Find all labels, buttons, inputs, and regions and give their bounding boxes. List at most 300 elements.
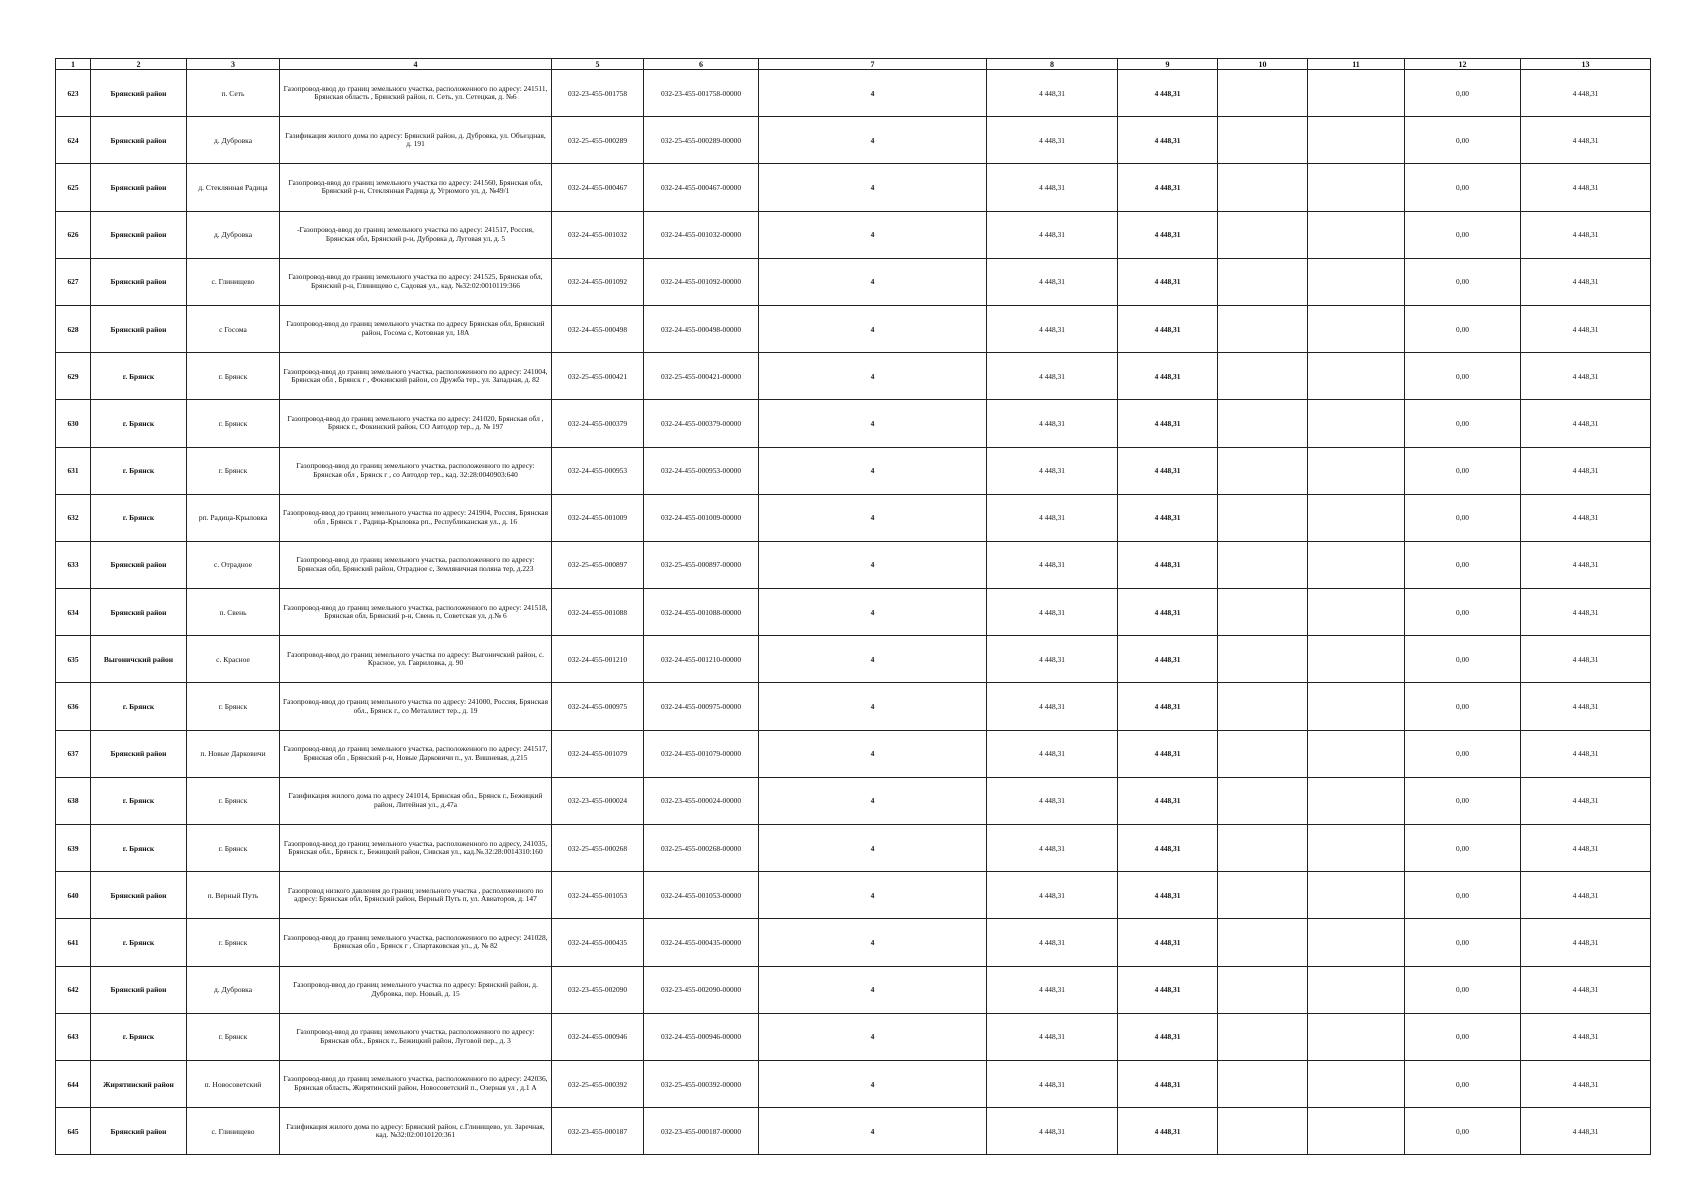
col8-cell: 4 448,31 [987,164,1118,211]
col7-cell: 4 [759,305,987,352]
place-cell: д. Дубровка [187,211,280,258]
place-cell: г. Брянск [187,1013,280,1060]
table-row [56,589,1651,636]
address-cell: Газопровод-ввод до границ земельного участка по адресу: 241000, Россия, Брянская обл., Брянск г., со Металлист тер., д. 19 [280,683,552,730]
col12-cell: 0,00 [1405,730,1521,777]
col7-cell: 4 [759,1013,987,1060]
col10-cell [1218,305,1308,352]
row-number: 630 [56,400,91,447]
col10-cell [1218,353,1308,400]
register-table [55,58,1651,1155]
col8-cell: 4 448,31 [987,919,1118,966]
col13-cell: 4 448,31 [1521,683,1651,730]
full-code-cell: 032-24-455-000946-00000 [644,1013,759,1060]
district-cell: Жирятинский район [91,1060,187,1107]
table-row [56,730,1651,777]
col12-cell: 0,00 [1405,353,1521,400]
code-cell: 032-24-455-001053 [552,872,644,919]
col12-cell: 0,00 [1405,305,1521,352]
col13-cell: 4 448,31 [1521,589,1651,636]
full-code-cell: 032-24-455-001009-00000 [644,494,759,541]
place-cell: г. Брянск [187,825,280,872]
district-cell: Выгоничский район [91,636,187,683]
col9-cell: 4 448,31 [1118,730,1218,777]
table-row [56,353,1651,400]
col10-cell [1218,1108,1308,1155]
full-code-cell: 032-25-455-000421-00000 [644,353,759,400]
col10-cell [1218,872,1308,919]
full-code-cell: 032-24-455-000467-00000 [644,164,759,211]
full-code-cell: 032-24-455-001088-00000 [644,589,759,636]
column-header-10: 10 [1218,59,1308,70]
col8-cell: 4 448,31 [987,447,1118,494]
district-cell: г. Брянск [91,447,187,494]
address-cell: Газопровод низкого давления до границ земельного участка , расположенного по адресу: Брянская обл, Брянский район, Верный Путь п, ул. Авиаторов, д. 147 [280,872,552,919]
col9-cell: 4 448,31 [1118,541,1218,588]
col10-cell [1218,164,1308,211]
table-row [56,919,1651,966]
district-cell: г. Брянск [91,919,187,966]
col10-cell [1218,966,1308,1013]
col11-cell [1308,872,1405,919]
place-cell: п. Свень [187,589,280,636]
col7-cell: 4 [759,494,987,541]
col8-cell: 4 448,31 [987,589,1118,636]
table-row [56,1108,1651,1155]
col13-cell: 4 448,31 [1521,1108,1651,1155]
col12-cell: 0,00 [1405,541,1521,588]
table-row [56,541,1651,588]
col12-cell: 0,00 [1405,258,1521,305]
col7-cell: 4 [759,730,987,777]
col12-cell: 0,00 [1405,683,1521,730]
code-cell: 032-23-455-002090 [552,966,644,1013]
col10-cell [1218,730,1308,777]
code-cell: 032-25-455-000268 [552,825,644,872]
col9-cell: 4 448,31 [1118,1013,1218,1060]
district-cell: Брянский район [91,164,187,211]
col9-cell: 4 448,31 [1118,589,1218,636]
district-cell: г. Брянск [91,777,187,824]
column-header-9: 9 [1118,59,1218,70]
table-row [56,305,1651,352]
col10-cell [1218,400,1308,447]
col8-cell: 4 448,31 [987,777,1118,824]
col11-cell [1308,211,1405,258]
full-code-cell: 032-24-455-001092-00000 [644,258,759,305]
district-cell: г. Брянск [91,494,187,541]
full-code-cell: 032-24-455-000975-00000 [644,683,759,730]
col11-cell [1308,919,1405,966]
col11-cell [1308,541,1405,588]
district-cell: Брянский район [91,211,187,258]
district-cell: Брянский район [91,966,187,1013]
col12-cell: 0,00 [1405,211,1521,258]
col9-cell: 4 448,31 [1118,966,1218,1013]
code-cell: 032-23-455-000024 [552,777,644,824]
place-cell: г. Брянск [187,683,280,730]
col11-cell [1308,494,1405,541]
place-cell: г. Брянск [187,447,280,494]
code-cell: 032-24-455-001079 [552,730,644,777]
col7-cell: 4 [759,117,987,164]
col7-cell: 4 [759,966,987,1013]
col8-cell: 4 448,31 [987,1060,1118,1107]
address-cell: Газопровод-ввод до границ земельного участка, расположенного по адресу: 241028, Брянская обл , Брянск г , Спартаковская ул., д. № 82 [280,919,552,966]
place-cell: г. Брянск [187,353,280,400]
address-cell: Газопровод-ввод до границ земельного участка по адресу Брянская обл, Брянский район, Госома с, Котовная ул, 18А [280,305,552,352]
col12-cell: 0,00 [1405,117,1521,164]
place-cell: с. Отрадное [187,541,280,588]
col12-cell: 0,00 [1405,1060,1521,1107]
column-header-3: 3 [187,59,280,70]
col12-cell: 0,00 [1405,589,1521,636]
full-code-cell: 032-24-455-001032-00000 [644,211,759,258]
row-number: 626 [56,211,91,258]
row-number: 645 [56,1108,91,1155]
place-cell: д. Дубровка [187,117,280,164]
col11-cell [1308,777,1405,824]
table-row [56,1060,1651,1107]
address-cell: Газификация жилого дома по адресу 241014, Брянская обл., Брянск г., Бежицкий район, Литейная ул., д.47а [280,777,552,824]
col9-cell: 4 448,31 [1118,258,1218,305]
row-number: 636 [56,683,91,730]
col13-cell: 4 448,31 [1521,164,1651,211]
code-cell: 032-24-455-001032 [552,211,644,258]
full-code-cell: 032-25-455-000392-00000 [644,1060,759,1107]
col10-cell [1218,117,1308,164]
col10-cell [1218,1013,1308,1060]
col7-cell: 4 [759,211,987,258]
column-header-1: 1 [56,59,91,70]
full-code-cell: 032-25-455-000289-00000 [644,117,759,164]
col9-cell: 4 448,31 [1118,683,1218,730]
full-code-cell: 032-23-455-000187-00000 [644,1108,759,1155]
col8-cell: 4 448,31 [987,70,1118,117]
col12-cell: 0,00 [1405,777,1521,824]
full-code-cell: 032-25-455-000268-00000 [644,825,759,872]
col12-cell: 0,00 [1405,447,1521,494]
column-header-13: 13 [1521,59,1651,70]
col8-cell: 4 448,31 [987,1108,1118,1155]
col12-cell: 0,00 [1405,70,1521,117]
address-cell: Газопровод-ввод до границ земельного участка по адресу: 241904, Россия, Брянская обл , Брянск г , Радица-Крыловка рп., Республиканская ул., д. 16 [280,494,552,541]
col13-cell: 4 448,31 [1521,258,1651,305]
table-header [56,59,1651,70]
full-code-cell: 032-24-455-000435-00000 [644,919,759,966]
col11-cell [1308,1013,1405,1060]
col9-cell: 4 448,31 [1118,1060,1218,1107]
full-code-cell: 032-23-455-000024-00000 [644,777,759,824]
col9-cell: 4 448,31 [1118,353,1218,400]
row-number: 634 [56,589,91,636]
col12-cell: 0,00 [1405,825,1521,872]
col7-cell: 4 [759,1108,987,1155]
col13-cell: 4 448,31 [1521,730,1651,777]
code-cell: 032-24-455-000379 [552,400,644,447]
col13-cell: 4 448,31 [1521,966,1651,1013]
district-cell: г. Брянск [91,400,187,447]
row-number: 642 [56,966,91,1013]
col13-cell: 4 448,31 [1521,117,1651,164]
col7-cell: 4 [759,447,987,494]
address-cell: Газопровод-ввод до границ земельного участка, расположенного по адресу: 241518, Брянская обл, Брянский р-н, Свень п, Советская ул, д.№ 6 [280,589,552,636]
column-header-11: 11 [1308,59,1405,70]
full-code-cell: 032-23-455-002090-00000 [644,966,759,1013]
col12-cell: 0,00 [1405,966,1521,1013]
col7-cell: 4 [759,777,987,824]
col9-cell: 4 448,31 [1118,70,1218,117]
district-cell: Брянский район [91,872,187,919]
col11-cell [1308,1060,1405,1107]
address-cell: Газопровод-ввод до границ земельного участка, расположенного по адресу: Брянская обл, Брянский район, Отрадное с, Земляничная поляна тер, д.223 [280,541,552,588]
col8-cell: 4 448,31 [987,1013,1118,1060]
district-cell: г. Брянск [91,683,187,730]
table-row [56,777,1651,824]
col9-cell: 4 448,31 [1118,777,1218,824]
col12-cell: 0,00 [1405,1013,1521,1060]
col9-cell: 4 448,31 [1118,305,1218,352]
table-row [56,825,1651,872]
full-code-cell: 032-25-455-000897-00000 [644,541,759,588]
col8-cell: 4 448,31 [987,730,1118,777]
column-header-5: 5 [552,59,644,70]
place-cell: г. Брянск [187,400,280,447]
address-cell: Газопровод-ввод до границ земельного участка по адресу: 241020, Брянская обл , Брянск г., Фокинский район, СО Автодор тер., д. № 197 [280,400,552,447]
col7-cell: 4 [759,1060,987,1107]
district-cell: Брянский район [91,70,187,117]
code-cell: 032-23-455-001758 [552,70,644,117]
col11-cell [1308,589,1405,636]
code-cell: 032-24-455-000946 [552,1013,644,1060]
col10-cell [1218,258,1308,305]
place-cell: п. Верный Путь [187,872,280,919]
col13-cell: 4 448,31 [1521,353,1651,400]
col9-cell: 4 448,31 [1118,919,1218,966]
district-cell: Брянский район [91,117,187,164]
col10-cell [1218,919,1308,966]
table-row [56,966,1651,1013]
col8-cell: 4 448,31 [987,258,1118,305]
address-cell: Газопровод-ввод до границ земельного участка по адресу: Выгоничский район, с. Красное, ул. Гавриловка, д. 90 [280,636,552,683]
row-number: 644 [56,1060,91,1107]
row-number: 632 [56,494,91,541]
address-cell: Газопровод-ввод до границ земельного участка, расположенного по адресу: 242036, Брянская область, Жирятинский район, Новосоветский п., Озерная ул , д.1 А [280,1060,552,1107]
col11-cell [1308,447,1405,494]
table-row [56,683,1651,730]
col13-cell: 4 448,31 [1521,494,1651,541]
table-row [56,211,1651,258]
col7-cell: 4 [759,683,987,730]
row-number: 637 [56,730,91,777]
table-row [56,447,1651,494]
col13-cell: 4 448,31 [1521,1060,1651,1107]
row-number: 628 [56,305,91,352]
code-cell: 032-24-455-001088 [552,589,644,636]
col10-cell [1218,447,1308,494]
address-cell: Газификация жилого дома по адресу: Брянский район, с.Глинищево, ул. Заречная, кад. №32:02:0010120:361 [280,1108,552,1155]
table-row [56,117,1651,164]
code-cell: 032-24-455-001009 [552,494,644,541]
col10-cell [1218,211,1308,258]
col12-cell: 0,00 [1405,919,1521,966]
code-cell: 032-24-455-001210 [552,636,644,683]
table-row [56,400,1651,447]
full-code-cell: 032-23-455-001758-00000 [644,70,759,117]
col10-cell [1218,589,1308,636]
table-row [56,636,1651,683]
row-number: 635 [56,636,91,683]
row-number: 627 [56,258,91,305]
place-cell: рп. Радица-Крыловка [187,494,280,541]
full-code-cell: 032-24-455-001053-00000 [644,872,759,919]
table-row [56,258,1651,305]
col13-cell: 4 448,31 [1521,70,1651,117]
col8-cell: 4 448,31 [987,636,1118,683]
row-number: 643 [56,1013,91,1060]
col8-cell: 4 448,31 [987,494,1118,541]
address-cell: Газификация жилого дома по адресу: Брянский район, д. Дубровка, ул. Объездная, д. 191 [280,117,552,164]
place-cell: с. Глинищево [187,258,280,305]
district-cell: Брянский район [91,541,187,588]
col9-cell: 4 448,31 [1118,636,1218,683]
place-cell: п. Сеть [187,70,280,117]
address-cell: Газопровод-ввод до границ земельного участка, расположенного по адресу: Брянская обл , Брянск г , со Автодор тер., кад. 32:28:0040903:640 [280,447,552,494]
code-cell: 032-25-455-000897 [552,541,644,588]
col13-cell: 4 448,31 [1521,872,1651,919]
col10-cell [1218,825,1308,872]
row-number: 631 [56,447,91,494]
col13-cell: 4 448,31 [1521,825,1651,872]
code-cell: 032-23-455-000187 [552,1108,644,1155]
column-header-7: 7 [759,59,987,70]
col7-cell: 4 [759,164,987,211]
register-sheet [55,58,1650,1155]
col9-cell: 4 448,31 [1118,117,1218,164]
col11-cell [1308,353,1405,400]
row-number: 638 [56,777,91,824]
col10-cell [1218,777,1308,824]
code-cell: 032-24-455-000953 [552,447,644,494]
table-row [56,872,1651,919]
col11-cell [1308,636,1405,683]
full-code-cell: 032-24-455-000498-00000 [644,305,759,352]
col9-cell: 4 448,31 [1118,211,1218,258]
code-cell: 032-24-455-001092 [552,258,644,305]
col9-cell: 4 448,31 [1118,447,1218,494]
code-cell: 032-25-455-000392 [552,1060,644,1107]
district-cell: Брянский район [91,258,187,305]
address-cell: Газопровод-ввод до границ земельного участка по адресу: 241560, Брянская обл, Брянский р-н, Стеклянная Радица д, Угрюмого ул, д. №49/1 [280,164,552,211]
place-cell: д. Дубровка [187,966,280,1013]
place-cell: с. Красное [187,636,280,683]
col9-cell: 4 448,31 [1118,400,1218,447]
col11-cell [1308,825,1405,872]
col11-cell [1308,1108,1405,1155]
col13-cell: 4 448,31 [1521,211,1651,258]
col13-cell: 4 448,31 [1521,305,1651,352]
col8-cell: 4 448,31 [987,966,1118,1013]
place-cell: с Госома [187,305,280,352]
district-cell: г. Брянск [91,353,187,400]
col11-cell [1308,117,1405,164]
address-cell: Газопровод-ввод до границ земельного участка по адресу: 241525, Брянская обл, Брянский р-н, Глинищево с, Садовая ул., кад. №32:02:0010119:366 [280,258,552,305]
address-cell: Газопровод-ввод до границ земельного участка, расположенного по адресу: Брянская обл., Брянск г., Бежицкий район, Луговой пер., д. 3 [280,1013,552,1060]
col11-cell [1308,683,1405,730]
row-number: 624 [56,117,91,164]
col7-cell: 4 [759,589,987,636]
row-number: 625 [56,164,91,211]
col8-cell: 4 448,31 [987,117,1118,164]
col11-cell [1308,730,1405,777]
col7-cell: 4 [759,872,987,919]
col9-cell: 4 448,31 [1118,164,1218,211]
code-cell: 032-24-455-000498 [552,305,644,352]
table-row [56,70,1651,117]
col11-cell [1308,305,1405,352]
full-code-cell: 032-24-455-000379-00000 [644,400,759,447]
col8-cell: 4 448,31 [987,541,1118,588]
col12-cell: 0,00 [1405,494,1521,541]
place-cell: г. Брянск [187,919,280,966]
place-cell: п. Новые Дарковичи [187,730,280,777]
col13-cell: 4 448,31 [1521,400,1651,447]
col12-cell: 0,00 [1405,636,1521,683]
col13-cell: 4 448,31 [1521,636,1651,683]
code-cell: 032-25-455-000289 [552,117,644,164]
place-cell: с. Глинищево [187,1108,280,1155]
district-cell: г. Брянск [91,1013,187,1060]
district-cell: г. Брянск [91,825,187,872]
col12-cell: 0,00 [1405,1108,1521,1155]
col7-cell: 4 [759,825,987,872]
col13-cell: 4 448,31 [1521,541,1651,588]
col8-cell: 4 448,31 [987,400,1118,447]
table-row [56,1013,1651,1060]
place-cell: п. Новосоветский [187,1060,280,1107]
col7-cell: 4 [759,636,987,683]
column-header-2: 2 [91,59,187,70]
table-row [56,494,1651,541]
row-number: 623 [56,70,91,117]
col12-cell: 0,00 [1405,164,1521,211]
col11-cell [1308,966,1405,1013]
col7-cell: 4 [759,919,987,966]
place-cell: д. Стеклянная Радица [187,164,280,211]
col9-cell: 4 448,31 [1118,494,1218,541]
col11-cell [1308,70,1405,117]
district-cell: Брянский район [91,730,187,777]
col9-cell: 4 448,31 [1118,1108,1218,1155]
address-cell: -Газопровод-ввод до границ земельного участка по адресу: 241517, Россия, Брянская обл, Брянский р-н, Дубровка д, Луговая ул, д. 5 [280,211,552,258]
col10-cell [1218,1060,1308,1107]
full-code-cell: 032-24-455-000953-00000 [644,447,759,494]
col8-cell: 4 448,31 [987,305,1118,352]
col11-cell [1308,164,1405,211]
column-header-12: 12 [1405,59,1521,70]
col13-cell: 4 448,31 [1521,919,1651,966]
col13-cell: 4 448,31 [1521,447,1651,494]
row-number: 629 [56,353,91,400]
row-number: 641 [56,919,91,966]
table-row [56,164,1651,211]
row-number: 633 [56,541,91,588]
col12-cell: 0,00 [1405,872,1521,919]
column-header-6: 6 [644,59,759,70]
district-cell: Брянский район [91,1108,187,1155]
col7-cell: 4 [759,258,987,305]
col10-cell [1218,494,1308,541]
